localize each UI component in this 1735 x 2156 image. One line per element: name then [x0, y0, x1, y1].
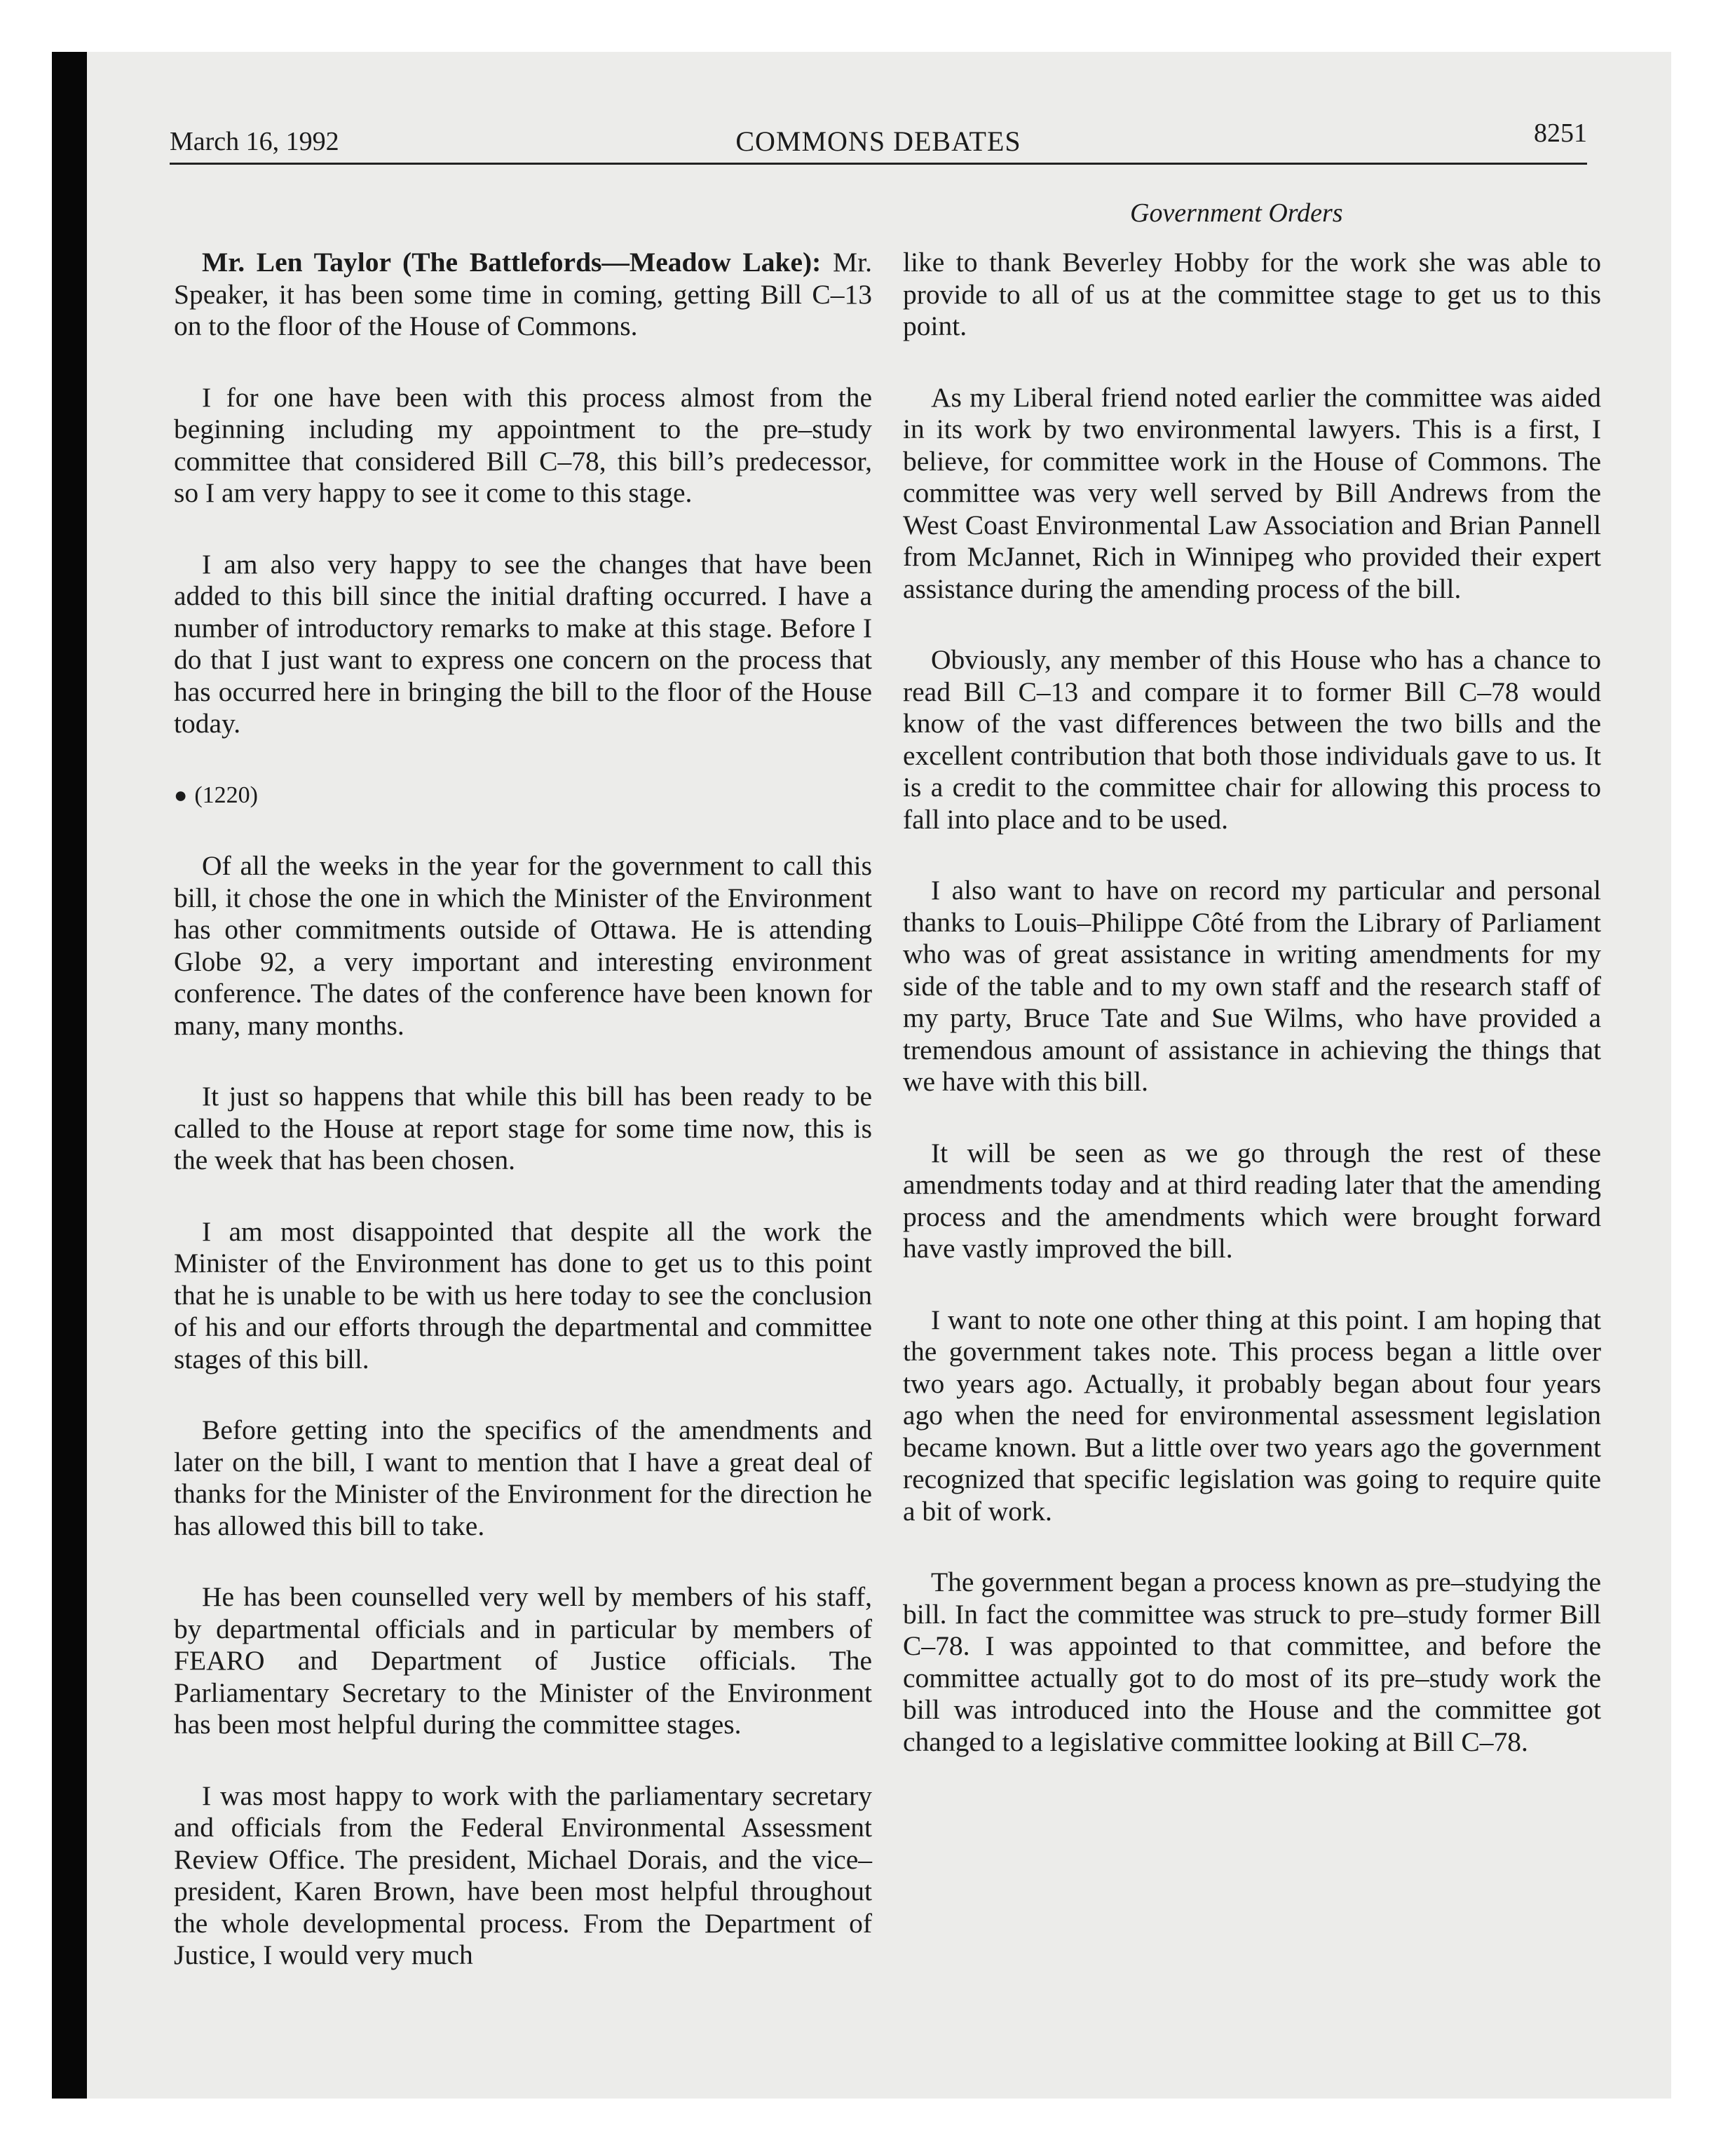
section-label: Government Orders [1130, 198, 1343, 228]
paragraph-1 [174, 247, 872, 343]
paragraph-13: It will be seen as we go through the rest of these amendments today and at third reading later that the amending process and the amendments which were brought forward have vastly improved the bill. [903, 1137, 1601, 1264]
paragraph-1-text: Mr. Speaker, it has been some time in coming, getting Bill C–13 on to the floor of the House of Commons. [174, 247, 872, 341]
paragraph-4: Of all the weeks in the year for the government to call this bill, it chose the one in which the Minister of the Environment has other commitments outside of Ottawa. He is attending Globe 92, a very important and interesting environment conference. The dates of the conference have been known for many, many months. [174, 850, 872, 1041]
time-marker-text: (1220) [194, 782, 258, 808]
header-date: March 16, 1992 [170, 127, 339, 156]
paragraph-12: I also want to have on record my particular and personal thanks to Louis–Philippe Côté from the Library of Parliament who was of great assistance in writing amendments for my side of the table and to my own staff and the research staff of my party, Bruce Tate and Sue Wilms, who have provided a tremendous amount of assistance in achieving the things that we have with this bill. [903, 875, 1601, 1097]
header-title: COMMONS DEBATES [735, 125, 1021, 157]
scan-edge [52, 52, 87, 2099]
paragraph-2: I for one have been with this process almost from the beginning including my appointment to the pre–study committee that considered Bill C–78, this bill’s predecessor, so I am very happy to see it come to this stage. [174, 381, 872, 508]
paragraph-3: I am also very happy to see the changes that have been added to this bill since the initial drafting occurred. I have a number of introductory remarks to make at this stage. Before I do that I just want to express one concern on the process that has occurred here in bringing the bill to the floor of the House today. [174, 548, 872, 739]
paragraph-continued: like to thank Beverley Hobby for the work she was able to provide to all of us at the committee stage to get us to this point. [903, 247, 1601, 341]
right-column [903, 247, 1601, 1797]
paragraph-5: It just so happens that while this bill has been ready to be called to the House at report stage for some time now, this is the week that has been chosen. [174, 1081, 872, 1175]
speaker-name: Mr. Len Taylor (The Battlefords—Meadow Lake): [202, 247, 822, 278]
paragraph-14: I want to note one other thing at this point. I am hoping that the government takes note. This process began a little over two years ago. Actually, it probably began about four years ago when the need for environmental assessment legislation became known. But a little over two years ago the government recognized that specific legislation was going to require quite a bit of work. [903, 1304, 1601, 1527]
paragraph-6: I am most disappointed that despite all the work the Minister of the Environment has done to get us to this point that he is unable to be with us here today to see the conclusion of his and our efforts through the departmental and committee stages of this bill. [174, 1215, 872, 1374]
paragraph-7: Before getting into the specifics of the amendments and later on the bill, I want to mention that I have a great deal of thanks for the Minister of the Environment for the direction he has allowed this bill to take. [174, 1414, 872, 1541]
paragraph-15: The government began a process known as pre–studying the bill. In fact the committee was struck to pre–study former Bill C–78. I was appointed to that committee, and before the committee actually got to do most of its pre–study work the bill was introduced into the House and the committee got changed to a legislative committee looking at Bill C–78. [903, 1567, 1601, 1757]
bullet-icon: ● [174, 782, 188, 807]
paragraph-10: As my Liberal friend noted earlier the committee was aided in its work by two environmental lawyers. This is a first, I believe, for committee work in the House of Commons. The committee was very well served by Bill Andrews from the West Coast Environmental Law Association and Brian Pannell from McJannet, Rich in Winnipeg who provided their expert assistance during the amending process of the bill. [903, 381, 1601, 604]
paragraph-9: I was most happy to work with the parliamentary secretary and officials from the Federal Environmental Assessment Review Office. The president, Michael Dorais, and the vice–president, Karen Brown, have been most helpful throughout the whole developmental process. From the Department of Justice, I would very much [174, 1780, 872, 1970]
paragraph-11: Obviously, any member of this House who has a chance to read Bill C–13 and compare it to former Bill C–78 would know of the vast differences between the two bills and the excellent contribution that both those individuals gave to us. It is a credit to the committee chair for allowing this process to fall into place and to be used. [903, 644, 1601, 835]
time-marker [174, 779, 872, 812]
left-column [174, 247, 872, 2011]
paragraph-8: He has been counselled very well by members of his staff, by departmental officials and in particular by members of FEARO and Department of Justice officials. The Parliamentary Secretary to the Minister of the Environment has been most helpful during the committee stages. [174, 1581, 872, 1740]
page-number: 8251 [1534, 118, 1587, 148]
page-header [170, 118, 1587, 160]
header-rule [170, 163, 1587, 165]
